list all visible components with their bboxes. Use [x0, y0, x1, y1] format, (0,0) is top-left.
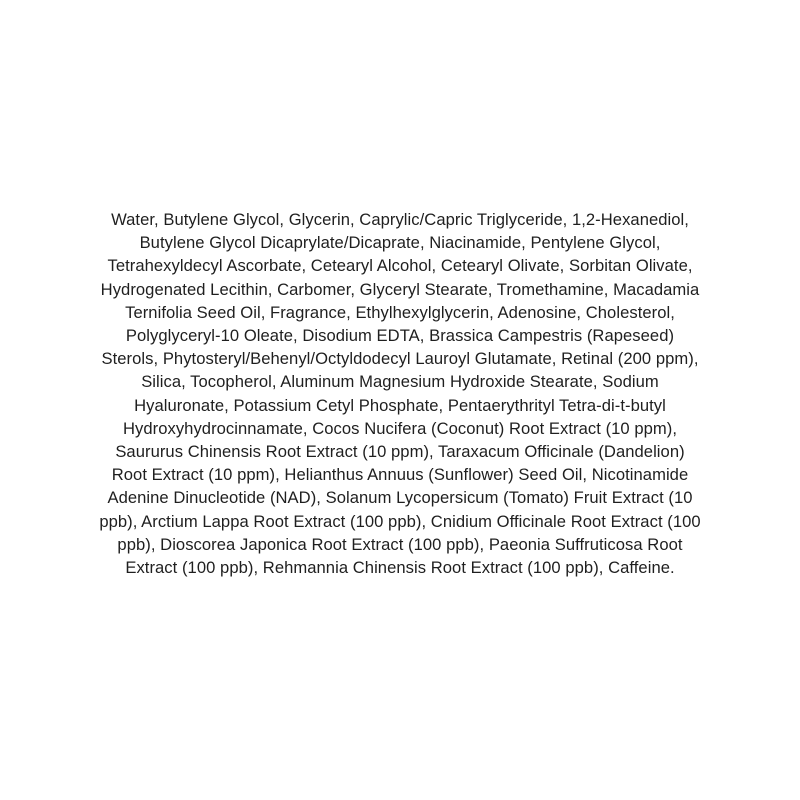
ingredient-line: Extract (100 ppb), Rehmannia Chinensis Root Extract (100 ppb), Caffeine. — [125, 558, 675, 578]
ingredient-line: Polyglyceryl-10 Oleate, Disodium EDTA, Brassica Campestris (Rapeseed) — [125, 326, 675, 346]
ingredient-line: Adenine Dinucleotide (NAD), Solanum Lycopersicum (Tomato) Fruit Extract (10 — [107, 488, 693, 508]
ingredient-line: Water, Butylene Glycol, Glycerin, Caprylic/Capric Triglyceride, 1,2-Hexanediol, — [111, 210, 689, 229]
ingredient-line: Sterols, Phytosteryl/Behenyl/Octyldodecyl Lauroyl Glutamate, Retinal (200 ppm), — [101, 349, 699, 369]
ingredient-line: Saururus Chinensis Root Extract (10 ppm), Taraxacum Officinale (Dandelion) — [115, 442, 685, 462]
ingredient-line: Butylene Glycol Dicaprylate/Dicaprate, Niacinamide, Pentylene Glycol, — [139, 233, 661, 253]
ingredient-line: Hydroxyhydrocinnamate, Cocos Nucifera (Coconut) Root Extract (10 ppm), — [122, 418, 678, 438]
ingredient-line: Tetrahexyldecyl Ascorbate, Cetearyl Alcohol, Cetearyl Olivate, Sorbitan Olivate, — [107, 256, 693, 276]
ingredient-line: Hyaluronate, Potassium Cetyl Phosphate, Pentaerythrityl Tetra-di-t-butyl — [134, 395, 666, 415]
ingredient-line: ppb), Dioscorea Japonica Root Extract (100 ppb), Paeonia Suffruticosa Root — [117, 534, 683, 554]
ingredient-line: Root Extract (10 ppm), Helianthus Annuus (Sunflower) Seed Oil, Nicotinamide — [111, 465, 689, 485]
ingredients-list — [40, 208, 760, 579]
ingredient-line: ppb), Arctium Lappa Root Extract (100 ppb), Cnidium Officinale Root Extract (100 — [99, 511, 701, 531]
ingredient-line: Silica, Tocopherol, Aluminum Magnesium Hydroxide Stearate, Sodium — [141, 372, 659, 392]
ingredient-line: Ternifolia Seed Oil, Fragrance, Ethylhexylglycerin, Adenosine, Cholesterol, — [125, 302, 675, 322]
ingredient-line: Hydrogenated Lecithin, Carbomer, Glyceryl Stearate, Tromethamine, Macadamia — [100, 279, 700, 299]
